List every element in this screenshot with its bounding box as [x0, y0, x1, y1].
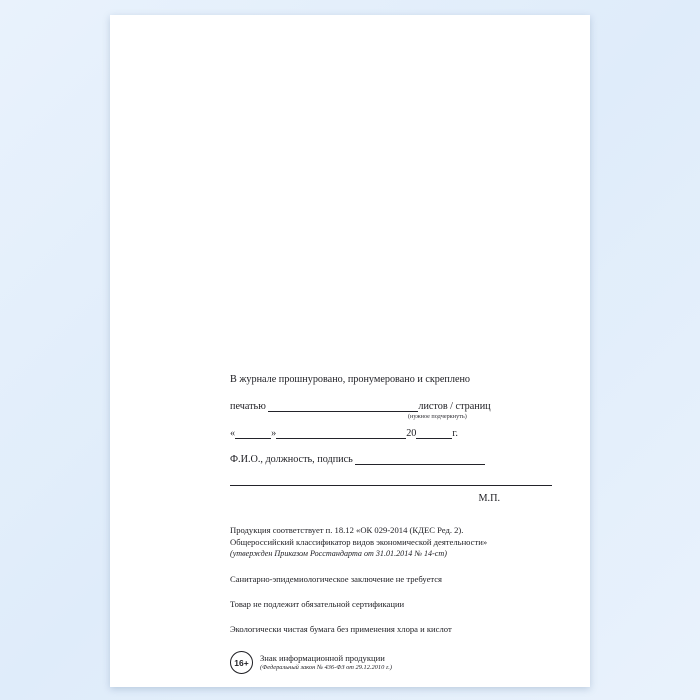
age-rating-badge: 16+	[230, 651, 253, 674]
document-page	[110, 15, 590, 687]
certificate-section	[230, 524, 552, 636]
date-year-prefix: 20	[406, 427, 417, 439]
certificate-line-2: Общероссийский классификатор видов экономической деятельности»	[230, 536, 488, 547]
print-row	[230, 400, 552, 420]
fio-field-2[interactable]	[230, 475, 552, 486]
date-day-field[interactable]	[235, 429, 271, 439]
date-month-field[interactable]	[276, 429, 406, 439]
certificate-line-1: Продукция соответствует п. 18.12 «ОК 029-2014 (КДЕС Ред. 2).	[230, 524, 464, 535]
age-rating-row	[230, 651, 552, 674]
fio-label: Ф.И.О., должность, подпись	[230, 453, 353, 465]
ecology-note: Экологически чистая бумага без применения хлора и кислот	[230, 624, 452, 635]
certification-note: Товар не подлежит обязательной сертификации	[230, 598, 405, 609]
age-rating-text	[260, 653, 392, 672]
date-year-field[interactable]	[416, 429, 452, 439]
fio-row	[230, 454, 552, 486]
date-quote-close: »	[271, 427, 277, 439]
print-label: печатью	[230, 400, 266, 412]
certificate-line-3: (утвержден Приказом Росстандарта от 31.01.2014 № 14-ст)	[230, 549, 447, 559]
print-blank-field[interactable]	[268, 402, 418, 412]
underline-hint: (нужное подчеркнуть)	[408, 412, 467, 420]
fio-field-1[interactable]	[355, 455, 485, 465]
date-year-suffix: г.	[452, 427, 458, 439]
age-rating-law: (Федеральный закон № 436-ФЗ от 29.12.2010 г.)	[260, 664, 393, 672]
document-content	[230, 373, 552, 674]
date-row	[230, 428, 552, 439]
sanitary-note: Санитарно-эпидемиологическое заключение не требуется	[230, 573, 443, 584]
age-rating-title: Знак информационной продукции	[260, 653, 385, 664]
mp-label: М.П.	[478, 492, 500, 504]
seal-statement: В журнале прошнуровано, пронумеровано и скреплено	[230, 374, 471, 385]
date-quote-open: «	[230, 427, 236, 439]
sheets-label: листов / страниц	[418, 400, 491, 412]
